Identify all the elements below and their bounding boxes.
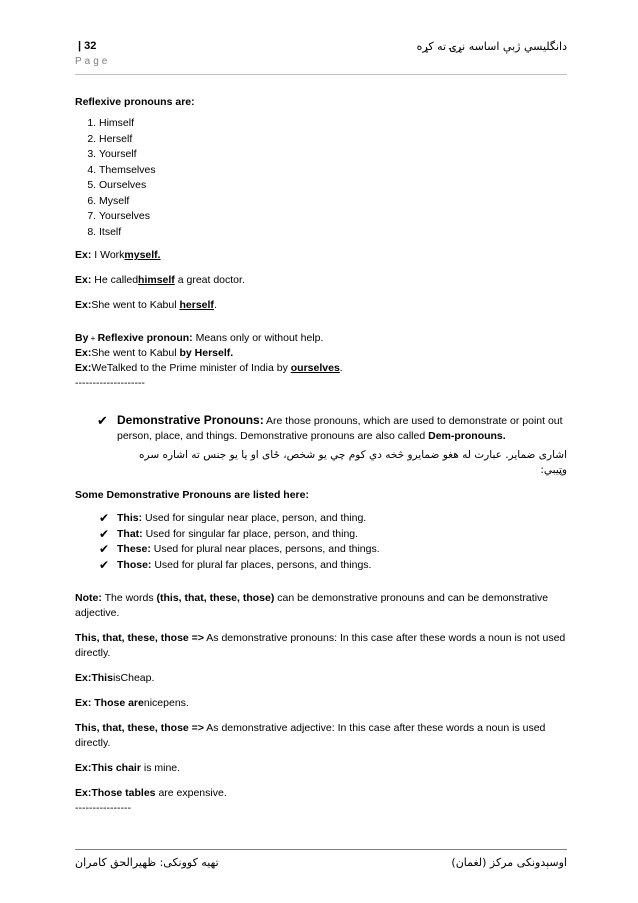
- example-2: Ex: He calledhimself a great doctor.: [75, 274, 245, 286]
- demonstrative-list-heading: Some Demonstrative Pronouns are listed here:: [75, 489, 309, 501]
- pronoun-usage: This, that, these, those => As demonstrative pronouns: In this case after these words a noun is not used directly.: [75, 632, 566, 659]
- list-item: 8. Itself: [99, 225, 567, 241]
- note-example-2: Ex: Those arenicepens.: [75, 697, 189, 709]
- reflexive-heading: Reflexive pronouns are:: [75, 96, 195, 108]
- document-body: [75, 95, 567, 816]
- list-item: 6. Myself: [99, 194, 567, 210]
- page-word: Page: [75, 56, 111, 67]
- example-3: Ex:She went to Kabul herself.: [75, 299, 217, 311]
- note-example-4: Ex:Those tables are expensive.: [75, 787, 227, 799]
- list-item: 3. Yourself: [99, 147, 567, 163]
- demonstrative-urdu: اشاری ضمایر. عبارت له هغو ضمایرو څخه دي کوم چي یو شخص، ځای او یا یو جنس ته اشاره سره وټیبي:: [139, 449, 567, 476]
- list-item: 2. Herself: [99, 132, 567, 148]
- check-icon: ✔: [99, 557, 110, 572]
- by-reflexive-def: By + Reflexive pronoun: Means only or without help.: [75, 332, 324, 344]
- list-item: 4. Themselves: [99, 163, 567, 179]
- divider-2: ----------------: [75, 802, 131, 814]
- reflexive-list: [75, 116, 567, 240]
- list-item: ✔ These: Used for plural near places, persons, and things.: [99, 542, 380, 556]
- list-item: 1. Himself: [99, 116, 567, 132]
- note-paragraph: Note: The words (this, that, these, those) can be demonstrative pronouns and can be demonstrative adjective.: [75, 592, 549, 619]
- demonstrative-definition: ✔ Demonstrative Pronouns: Are those pronouns, which are used to demonstrate or point out person, place, and things. Demonstrative pronouns are also called Dem-pronouns.: [97, 413, 563, 442]
- by-reflexive-example-2: Ex:WeTalked to the Prime minister of India by ourselves.: [75, 362, 343, 374]
- check-icon: ✔: [97, 413, 108, 428]
- check-icon: ✔: [99, 542, 110, 556]
- note-example-1: Ex:ThisisCheap.: [75, 672, 155, 684]
- page-number: | 32: [78, 40, 97, 52]
- list-item: ✔ That: Used for singular far place, person, and thing.: [99, 526, 359, 541]
- demonstrative-list: [75, 511, 567, 573]
- header-urdu-title: دانگلیسي ژبې اساسه نړۍ ته کړه: [416, 40, 567, 53]
- page-footer: [75, 849, 567, 880]
- footer-center: اوسېدونکی مرکز (لغمان): [451, 856, 567, 869]
- list-item: 5. Ourselves: [99, 178, 567, 194]
- divider-1: --------------------: [75, 377, 145, 389]
- adjective-usage: This, that, these, those => As demonstrative adjective: In this case after these words a noun is used directly.: [75, 722, 546, 749]
- check-icon: ✔: [99, 526, 110, 541]
- list-item: ✔ Those: Used for plural far places, persons, and things.: [99, 557, 372, 572]
- page-header: [75, 40, 567, 75]
- list-item: ✔ This: Used for singular near place, person, and thing.: [99, 511, 367, 525]
- note-example-3: Ex:This chair is mine.: [75, 762, 181, 774]
- footer-author: تهیه کوونکی: ظهیرالحق کامران: [75, 856, 219, 869]
- by-reflexive-example-1: Ex:She went to Kabul by Herself.: [75, 347, 234, 359]
- example-1: Ex: I Workmyself.: [75, 249, 161, 261]
- list-item: 7. Yourselves: [99, 209, 567, 225]
- check-icon: ✔: [99, 511, 110, 525]
